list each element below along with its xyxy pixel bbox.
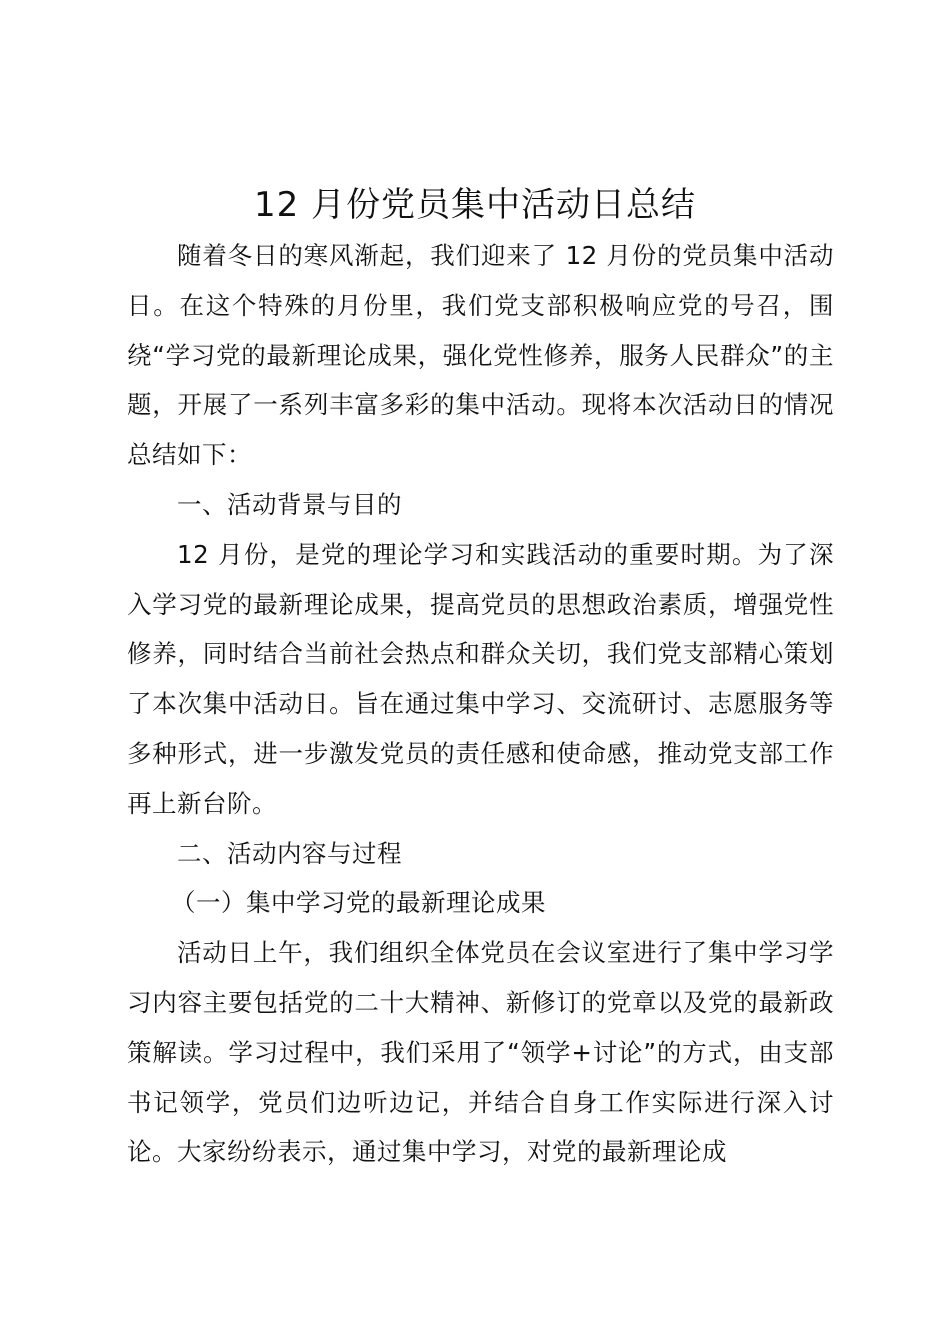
background-paragraph: 12 月份，是党的理论学习和实践活动的重要时期。为了深入学习党的最新理论成果，提高党员的思想政治素质，增强党性修养，同时结合当前社会热点和群众关切，我们党支部精心策划了本次集中活动日。旨在通过集中学习、交流研讨、志愿服务等多种形式，进一步激发党员的责任感和使命感，推动党支部工作再上新台阶。 xyxy=(127,539,834,818)
document-title: 12 月份党员集中活动日总结 xyxy=(253,185,697,225)
intro-paragraph: 随着冬日的寒风渐起，我们迎来了 12 月份的党员集中活动日。在这个特殊的月份里，我们党支部积极响应党的号召，围绕“学习党的最新理论成果，强化党性修养，服务人民群众”的主题，开展了一系列丰富多彩的集中活动。现将本次活动日的情况总结如下： xyxy=(127,241,834,470)
subsection-heading-1: （一）集中学习党的最新理论成果 xyxy=(171,888,546,918)
document-body xyxy=(127,231,834,1177)
study-paragraph: 活动日上午，我们组织全体党员在会议室进行了集中学习学习内容主要包括党的二十大精神、新修订的党章以及党的最新政策解读。学习过程中，我们采用了“领学+讨论”的方式，由支部书记领学，党员们边听边记，并结合自身工作实际进行深入讨论。大家纷纷表示，通过集中学习，对党的最新理论成 xyxy=(127,938,834,1167)
section-heading-2: 二、活动内容与过程 xyxy=(177,838,402,868)
section-heading-1: 一、活动背景与目的 xyxy=(177,489,402,519)
